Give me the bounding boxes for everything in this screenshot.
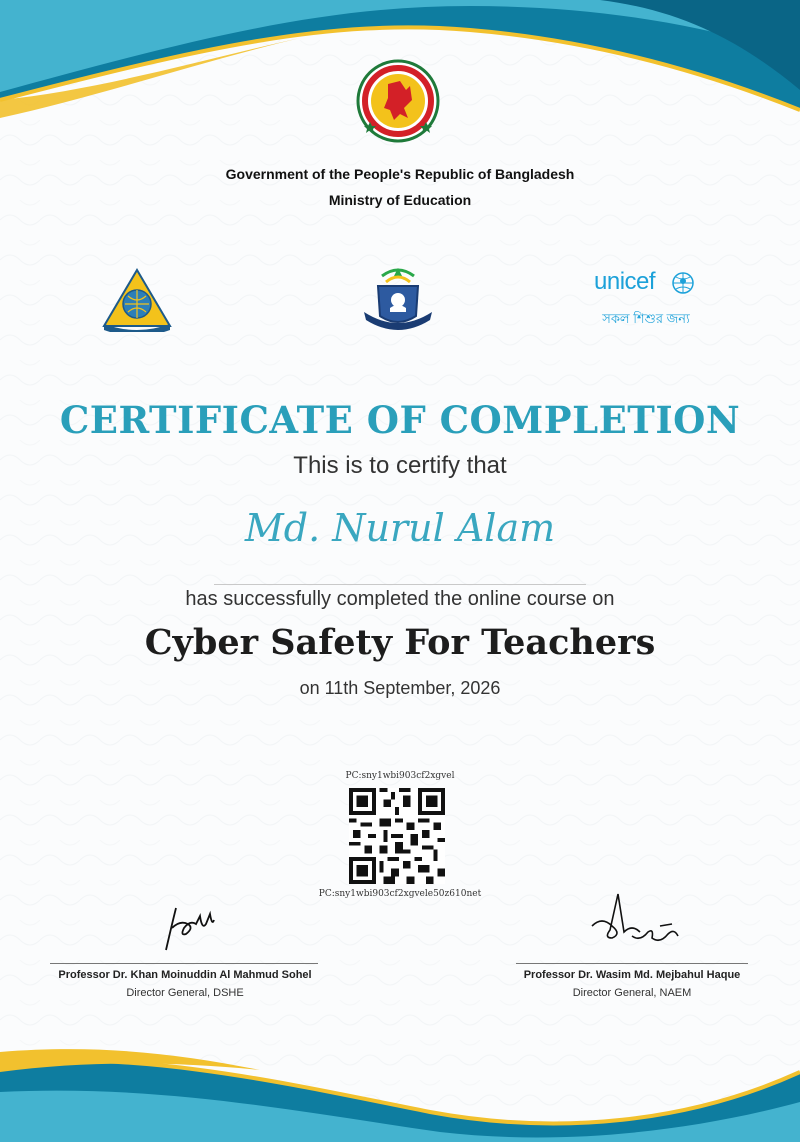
- unicef-tagline: সকল শিশুর জন্য: [602, 311, 690, 326]
- completion-text: has successfully completed the online course on: [185, 588, 615, 610]
- verification-code-top: PC:sny1wbi903cf2xgvel: [345, 771, 455, 781]
- signature-right-icon: [582, 888, 692, 954]
- signature-left-icon: [150, 894, 220, 960]
- signatory-title: Director General, DSHE: [126, 987, 244, 999]
- signature-line-right: [516, 963, 748, 964]
- unicef-logo: [594, 268, 698, 332]
- signatory-name: Professor Dr. Wasim Md. Mejbahul Haque: [523, 969, 741, 981]
- verification-code-bottom: PC:sny1wbi903cf2xgvele50z610net: [318, 889, 482, 899]
- signature-line-left: [50, 963, 318, 964]
- naem-logo-icon: [360, 262, 436, 336]
- recipient-name: Md. Nurul Alam: [244, 506, 556, 550]
- government-seal-icon: [348, 56, 448, 146]
- ministry-name: Ministry of Education: [328, 192, 472, 208]
- unicef-wordmark: unicef: [594, 268, 656, 295]
- certificate-title: CERTIFICATE OF COMPLETION: [59, 398, 741, 442]
- signatory-name: Professor Dr. Khan Moinuddin Al Mahmud Sohel: [58, 969, 312, 981]
- dshe-logo-icon: [100, 266, 174, 332]
- bottom-wave-decoration: [0, 1032, 800, 1142]
- course-name: Cyber Safety For Teachers: [144, 622, 656, 663]
- completion-date: on 11th September, 2026: [299, 678, 501, 698]
- unicef-globe-icon: [672, 272, 694, 294]
- qr-code-icon: [349, 788, 445, 884]
- certify-text: This is to certify that: [293, 452, 507, 479]
- government-name: Government of the People's Republic of Bangladesh: [225, 166, 575, 182]
- name-underline: [214, 584, 586, 585]
- signatory-title: Director General, NAEM: [572, 987, 692, 999]
